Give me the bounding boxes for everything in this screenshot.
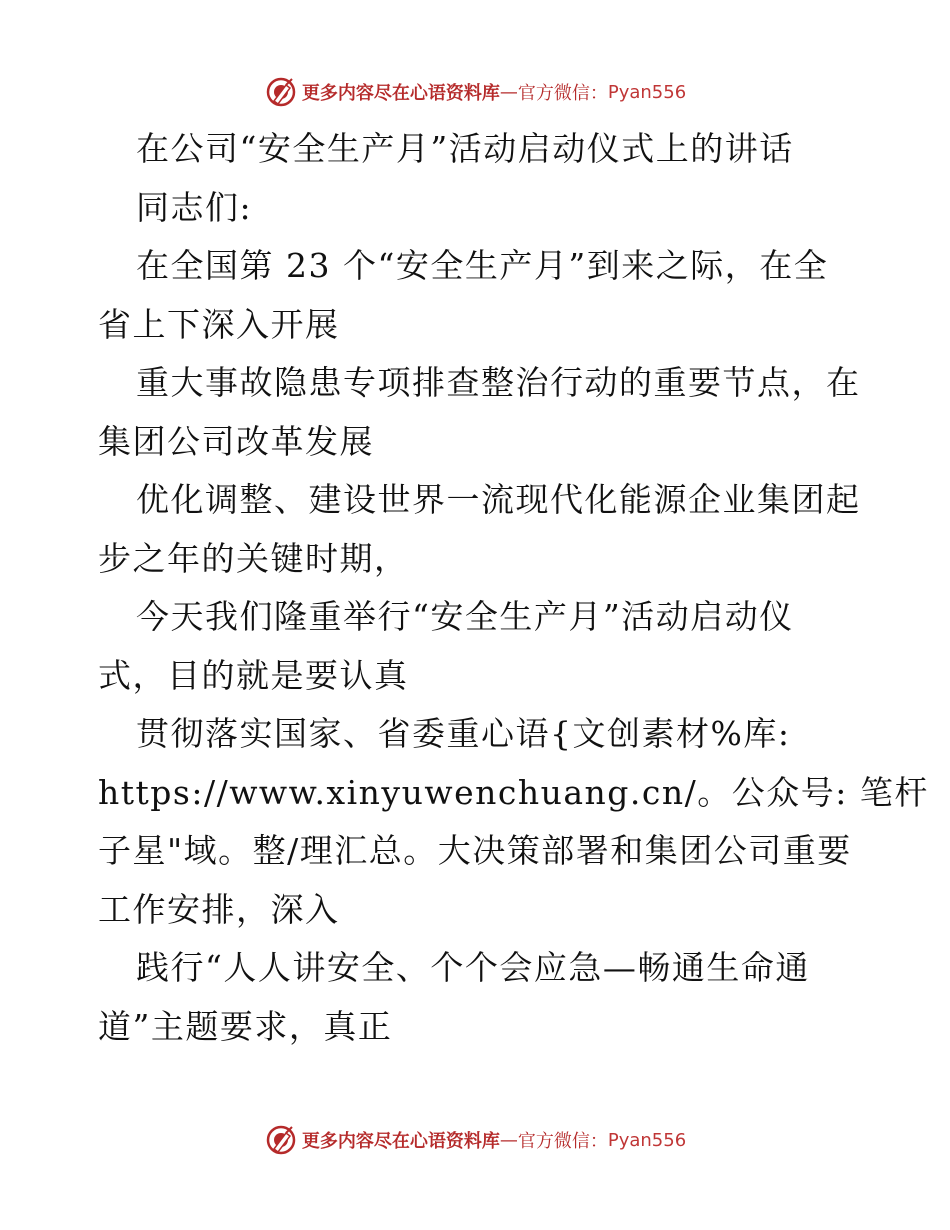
- paragraph-line: 式，目的就是要认真: [98, 655, 409, 695]
- paragraph-line: 优化调整、建设世界一流现代化能源企业集团起: [136, 480, 861, 519]
- watermark-separator: —: [499, 81, 518, 103]
- watermark-wechat-label: 官方微信：: [517, 1131, 608, 1152]
- paragraph-line: 贯彻落实国家、省委重心语{文创素材%库:: [136, 714, 791, 753]
- paragraph-line: 重大事故隐患专项排查整治行动的重要节点，在: [136, 363, 861, 402]
- paragraph-line: 践行“人人讲安全、个个会应急—畅通生命通: [136, 948, 810, 987]
- footer-watermark: [0, 1120, 950, 1160]
- watermark-brand-text: 更多内容尽在心语资料库: [301, 1131, 500, 1152]
- paragraph-line: 步之年的关键时期，: [98, 538, 409, 578]
- paragraph-line: 集团公司改革发展: [98, 421, 374, 461]
- pen-nib-circle-icon: [264, 1123, 298, 1157]
- watermark-wechat-label: 官方微信：: [517, 83, 608, 104]
- paragraph-line: 道”主题要求，真正: [98, 1006, 393, 1046]
- paragraph-line: 省上下深入开展: [98, 304, 340, 344]
- document-body: [98, 120, 929, 1056]
- paragraph-line-url: https://www.xinyuwenchuang.cn/。公众号: 笔杆: [98, 772, 929, 812]
- salutation: 同志们:: [136, 187, 253, 227]
- paragraph-line: 在全国第 23 个“安全生产月”到来之际，在全: [136, 246, 829, 285]
- paragraph-line: 工作安排，深入: [98, 889, 340, 929]
- watermark-brand-text: 更多内容尽在心语资料库: [301, 83, 500, 104]
- watermark-separator: —: [499, 1129, 518, 1151]
- paragraph-line: 子星"域。整/理汇总。大决策部署和集团公司重要: [98, 831, 852, 870]
- paragraph-line: 今天我们隆重举行“安全生产月”活动启动仪: [136, 597, 794, 636]
- watermark-wechat-id: Pyan556: [607, 1129, 687, 1151]
- pen-nib-circle-icon: [264, 75, 298, 109]
- header-watermark: [0, 72, 950, 112]
- watermark-wechat-id: Pyan556: [607, 81, 687, 103]
- document-title: 在公司“安全生产月”活动启动仪式上的讲话: [136, 129, 794, 168]
